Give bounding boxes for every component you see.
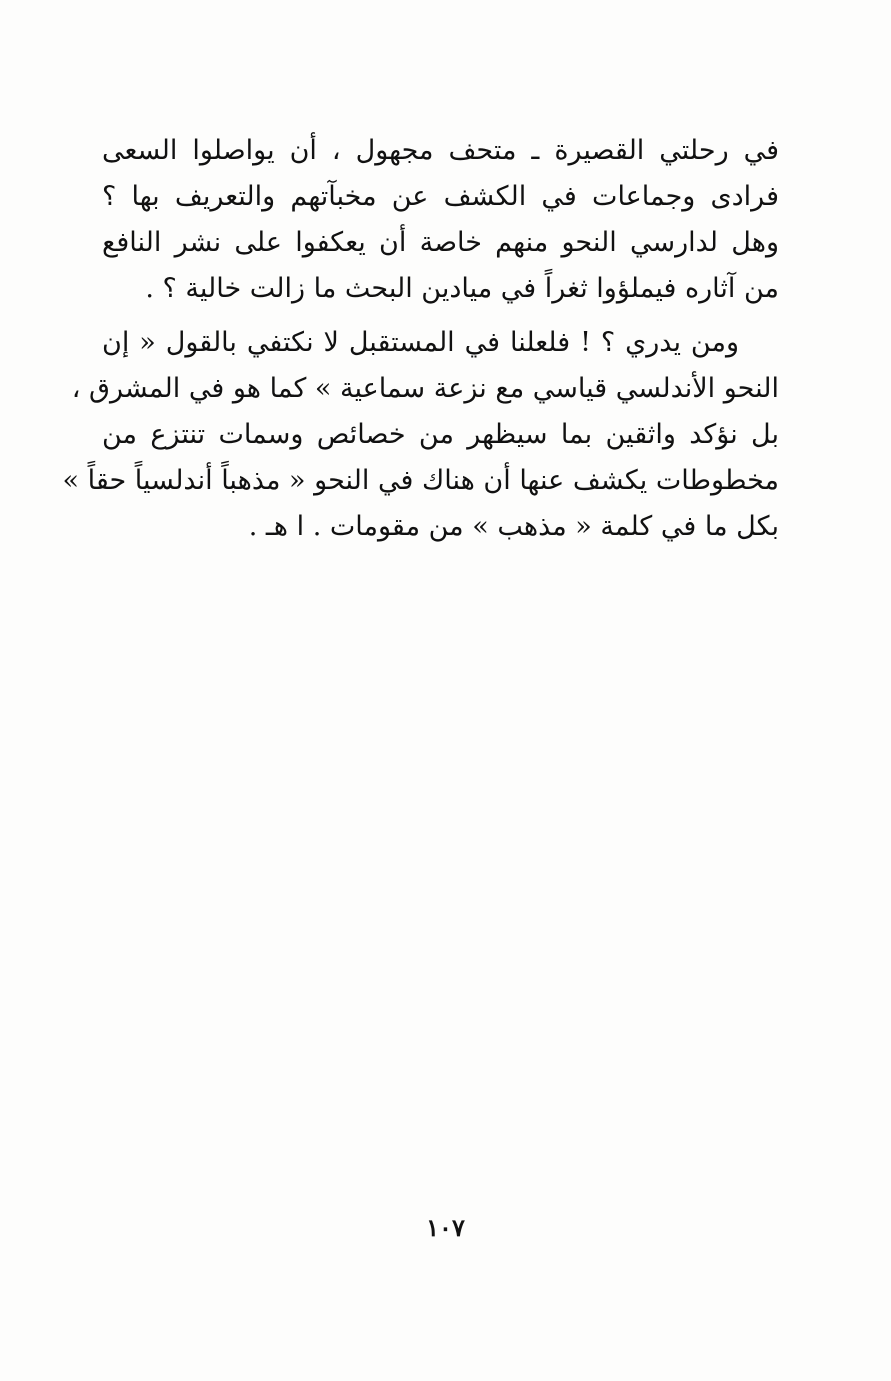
text-line: في رحلتي القصيرة ـ متحف مجهول ، أن يواصلوا السعى [102, 135, 779, 166]
text-line: بكل ما في كلمة « مذهب » من مقومات . ا هـ . [248, 511, 779, 542]
text-line: مخطوطات يكشف عنها أن هناك في النحو « مذهباً أندلسياً حقاً » [62, 465, 779, 496]
text-line: النحو الأندلسي قياسي مع نزعة سماعية » كما هو في المشرق ، [71, 373, 779, 404]
text-line: وهل لدارسي النحو منهم خاصة أن يعكفوا على نشر النافع [102, 227, 779, 258]
page-number: ١٠٧ [426, 1213, 465, 1242]
paragraph-2 [62, 320, 779, 550]
text-line: من آثاره فيملؤوا ثغراً في ميادين البحث ما زالت خالية ؟ . [145, 273, 779, 304]
paragraph-1 [102, 128, 779, 312]
body-text [62, 128, 779, 550]
text-line: فرادى وجماعات في الكشف عن مخبآتهم والتعريف بها ؟ [102, 181, 779, 212]
text-line: ومن يدري ؟ ! فلعلنا في المستقبل لا نكتفي بالقول « إن [102, 327, 739, 358]
text-line: بل نؤكد واثقين بما سيظهر من خصائص وسمات تنتزع من [102, 419, 779, 450]
